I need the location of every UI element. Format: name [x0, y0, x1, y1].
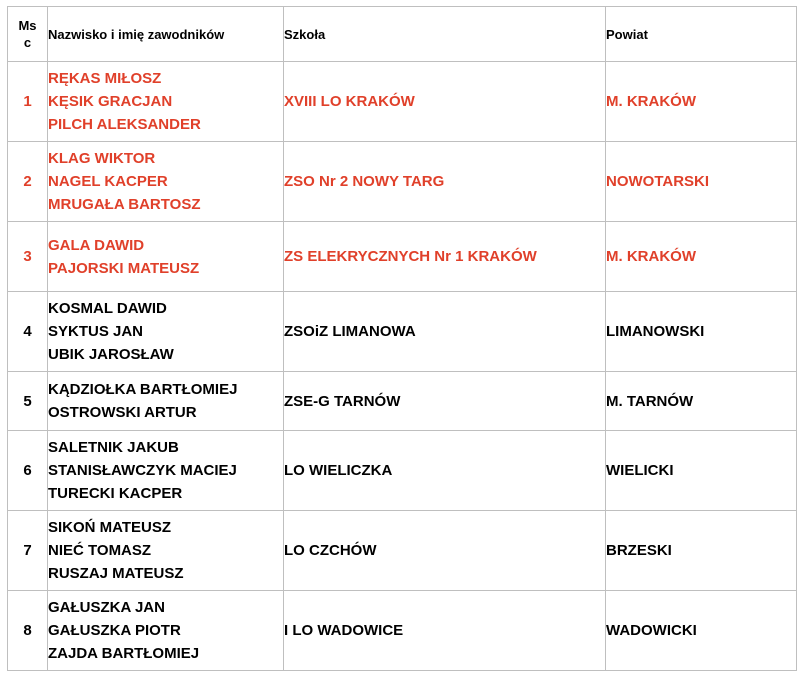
names-cell — [48, 62, 284, 142]
competitor-name: RUSZAJ MATEUSZ — [48, 565, 184, 582]
competitor-name: SYKTUS JAN — [48, 323, 144, 340]
competitor-name: OSTROWSKI ARTUR — [48, 404, 197, 421]
table-row — [8, 372, 797, 431]
district-cell: M. KRAKÓW — [606, 62, 797, 142]
position-cell: 6 — [8, 431, 48, 511]
header-district: Powiat — [606, 7, 797, 62]
table-row — [8, 591, 797, 671]
competitor-name: KLAG WIKTOR — [48, 150, 156, 167]
competitor-name: TURECKI KACPER — [48, 485, 183, 502]
school-cell: I LO WADOWICE — [284, 591, 606, 671]
table-row — [8, 431, 797, 511]
competitor-name: UBIK JAROSŁAW — [48, 346, 174, 363]
district-cell: NOWOTARSKI — [606, 142, 797, 222]
competitor-name: GAŁUSZKA PIOTR — [48, 622, 181, 639]
school-cell: LO WIELICZKA — [284, 431, 606, 511]
district-cell: BRZESKI — [606, 511, 797, 591]
school-cell: ZSOiZ LIMANOWA — [284, 292, 606, 372]
competitor-name: SIKOŃ MATEUSZ — [48, 519, 172, 536]
names-cell — [48, 431, 284, 511]
school-cell: ZS ELEKRYCZNYCH Nr 1 KRAKÓW — [284, 222, 606, 292]
competitor-name: PILCH ALEKSANDER — [48, 116, 201, 133]
names-cell — [48, 511, 284, 591]
competitor-name: STANISŁAWCZYK MACIEJ — [48, 462, 237, 479]
header-row — [8, 7, 797, 62]
school-cell: XVIII LO KRAKÓW — [284, 62, 606, 142]
header-position — [8, 7, 48, 62]
competitor-name: NIEĆ TOMASZ — [48, 542, 152, 559]
position-cell: 8 — [8, 591, 48, 671]
table-row — [8, 62, 797, 142]
district-cell: M. KRAKÓW — [606, 222, 797, 292]
competitor-name: NAGEL KACPER — [48, 173, 168, 190]
district-cell: LIMANOWSKI — [606, 292, 797, 372]
school-cell: ZSE-G TARNÓW — [284, 372, 606, 431]
competitor-name: GAŁUSZKA JAN — [48, 599, 165, 616]
names-cell — [48, 372, 284, 431]
competitor-name: KĄDZIOŁKA BARTŁOMIEJ — [48, 381, 238, 398]
position-cell: 4 — [8, 292, 48, 372]
table-row — [8, 292, 797, 372]
school-cell: ZSO Nr 2 NOWY TARG — [284, 142, 606, 222]
district-cell: M. TARNÓW — [606, 372, 797, 431]
position-cell: 5 — [8, 372, 48, 431]
competitor-name: PAJORSKI MATEUSZ — [48, 259, 200, 277]
district-cell: WADOWICKI — [606, 591, 797, 671]
table-row — [8, 511, 797, 591]
district-cell: WIELICKI — [606, 431, 797, 511]
names-cell — [48, 142, 284, 222]
competitor-name: SALETNIK JAKUB — [48, 439, 179, 456]
header-names: Nazwisko i imię zawodników — [48, 7, 284, 62]
competitor-name: MRUGAŁA BARTOSZ — [48, 196, 201, 213]
position-cell: 7 — [8, 511, 48, 591]
names-cell — [48, 591, 284, 671]
results-table — [7, 6, 797, 671]
competitor-name: GALA DAWID — [48, 236, 145, 254]
school-cell: LO CZCHÓW — [284, 511, 606, 591]
names-cell — [48, 222, 284, 292]
competitor-name: KĘSIK GRACJAN — [48, 93, 173, 110]
table-row — [8, 222, 797, 292]
position-cell: 1 — [8, 62, 48, 142]
competitor-name: RĘKAS MIŁOSZ — [48, 70, 162, 87]
competitor-name: KOSMAL DAWID — [48, 300, 167, 317]
header-position-line-1: Ms — [18, 18, 37, 33]
names-cell — [48, 292, 284, 372]
position-cell: 3 — [8, 222, 48, 292]
header-school: Szkoła — [284, 7, 606, 62]
header-position-line-2: c — [23, 35, 32, 50]
position-cell: 2 — [8, 142, 48, 222]
competitor-name: ZAJDA BARTŁOMIEJ — [48, 645, 200, 662]
table-row — [8, 142, 797, 222]
